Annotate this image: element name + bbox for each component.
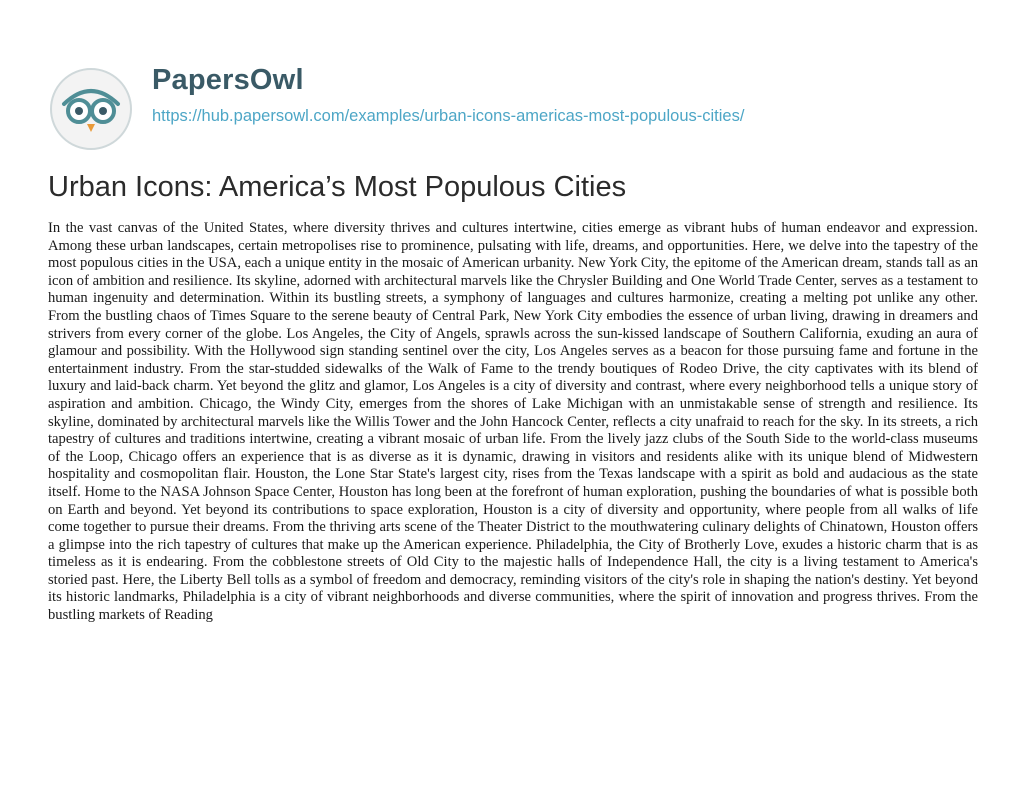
site-header [48, 58, 978, 138]
essay-paragraph: In the vast canvas of the United States, where diversity thrives and cultures intertwine, cities emerge as vibrant hubs of human endeavor and expression. Among these urban landscapes, certain metropolises rise to prominence, pulsating with life, dreams, and opportunities. Here, we delve into the tapestry of the most populous cities in the USA, each a unique entity in the mosaic of American urbanity. New York City, the epitome of the American dream, stands tall as an icon of ambition and resilience. Its skyline, adorned with architectural marvels like the Chrysler Building and One World Trade Center, serves as a testament to human ingenuity and determination. Within its bustling streets, a symphony of languages and cultures harmonize, creating a melting pot unlike any other. From the bustling chaos of Times Square to the serene beauty of Central Park, New York City embodies the essence of urban living, drawing in dreamers and strivers from every corner of the globe. Los Angeles, the City of Angels, sprawls across the sun-kissed landscape of Southern California, exuding an aura of glamour and possibility. With the Hollywood sign standing sentinel over the city, Los Angeles serves as a beacon for those pursuing fame and fortune in the entertainment industry. From the star-studded sidewalks of the Walk of Fame to the trendy boutiques of Rodeo Drive, the city captivates with its blend of luxury and laid-back charm. Yet beyond the glitz and glamor, Los Angeles is a city of diversity and contrast, where every neighborhood tells a unique story of aspiration and ambition. Chicago, the Windy City, emerges from the shores of Lake Michigan with an unmistakable sense of strength and resilience. Its skyline, dominated by architectural marvels like the Willis Tower and the John Hancock Center, reflects a city unafraid to reach for the sky. In its streets, a rich tapestry of cultures and traditions intertwine, creating a vibrant mosaic of urban life. From the lively jazz clubs of the South Side to the world-class museums of the Loop, Chicago offers an experience that is as diverse as it is dynamic, drawing in visitors and residents alike with its unique blend of Midwestern hospitality and cosmopolitan flair. Houston, the Lone Star State's largest city, rises from the Texas landscape with a spirit as bold and audacious as the state itself. Home to the NASA Johnson Space Center, Houston has long been at the forefront of human exploration, pushing the boundaries of what is possible both on Earth and beyond. Yet beyond its contributions to space exploration, Houston is a city of diversity and opportunity, where people from all walks of life come together to pursue their dreams. From the thriving arts scene of the Theater District to the mouthwatering culinary delights of Chinatown, Houston offers a glimpse into the rich tapestry of cultures that make up the American experience. Philadelphia, the City of Brotherly Love, exudes a historic charm that is as timeless as it is endearing. From the cobblestone streets of Old City to the majestic halls of Independence Hall, the city is a living testament to America's storied past. Here, the Liberty Bell tolls as a symbol of freedom and democracy, reminding visitors of the city's role in shaping the nation's destiny. Yet beyond its historic landmarks, Philadelphia is a city of vibrant neighborhoods and diverse communities, where the spirit of innovation and progress thrives. From the bustling markets of Reading [48, 220, 978, 624]
page-title: Urban Icons: America’s Most Populous Cities [48, 171, 627, 203]
brand-name[interactable]: PapersOwl [152, 64, 304, 96]
essay-body [48, 220, 978, 625]
source-url-link[interactable]: https://hub.papersowl.com/examples/urban-icons-americas-most-populous-cities/ [152, 107, 745, 125]
owl-logo-icon[interactable] [48, 66, 134, 152]
